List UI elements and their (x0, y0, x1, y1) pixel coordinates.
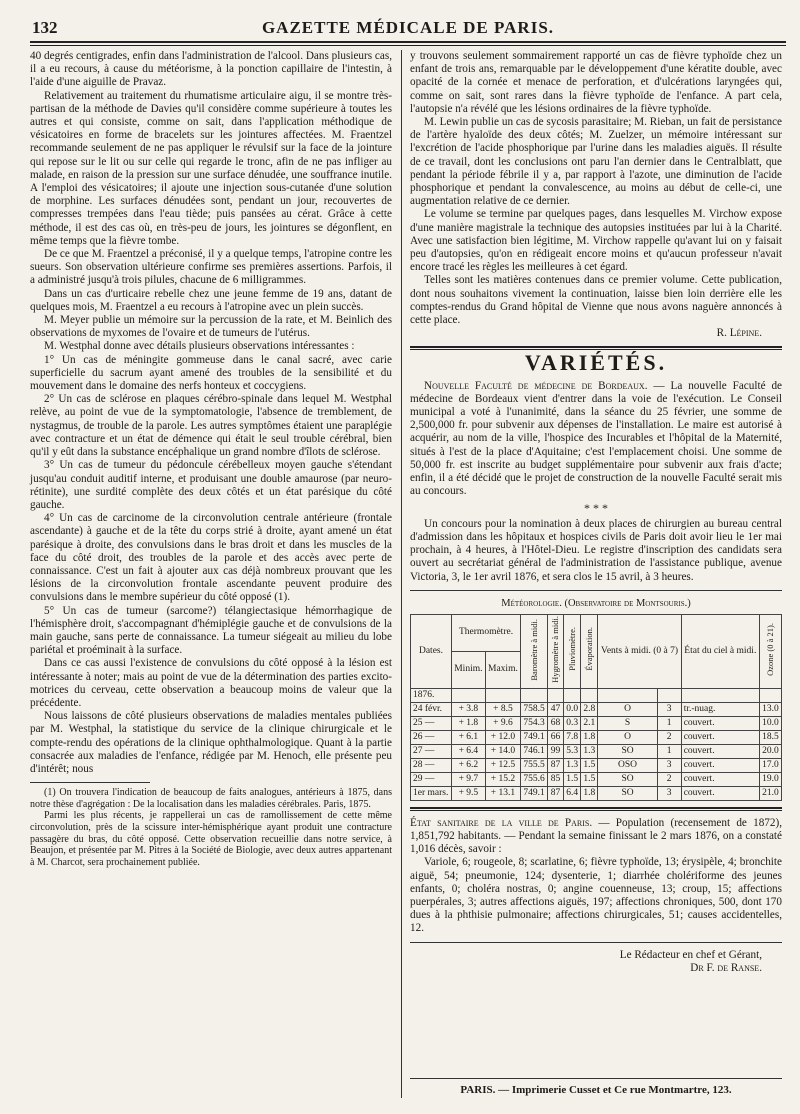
table-cell-vent: S (598, 716, 657, 730)
table-cell-baro: 754.3 (521, 716, 548, 730)
paragraph: 3° Un cas de tumeur du pédoncule cérébelleux moyen gauche s'étendant jusqu'au conduit auditif interne, et produisant une double amaurose (par neuro-rétinite), une surdité complète des deux côtés et un état parésique du côté gauche. (30, 459, 392, 511)
table-cell-vent: SO (598, 772, 657, 786)
table-cell-max: + 15.2 (485, 772, 520, 786)
faculte-heading: Nouvelle Faculté de médecine de Bordeaux. (424, 379, 648, 392)
table-cell-evap: 2.8 (581, 702, 598, 716)
paragraph: Relativement au traitement du rhumatisme articulaire aigu, il se montre très-partisan de la méthode de Davies qu'il considère comme supérieure à toutes les autres et qui consiste, comme on sait, dans l'application méthodique de vésicatoires en forme de bracelets sur les jointures affectées. M. Fraentzel recommande seulement de ne pas appliquer le révulsif sur la face de la jointure qui repose sur le lit ou sur celle qui regarde le tronc, afin de ne pas infliger au malade, en raison de la pression sur une surface dénudée, une souffrance inutile. A l'emploi des vésicatoires; il ajoute une injection sous-cutanée d'une solution de morphine. Les surfaces dénudées sont, pendant un jour, recouvertes de compresses trempées dans l'eau tiède; puis pansées au cérat. Grâce à cette méthode, il est des cas où, en très-peu de jours, les jointures se dégonflent, en même temps que la fièvre tombe. (30, 89, 392, 247)
paragraph: Nous laissons de côté plusieurs observations de maladies mentales publiées par M. Westphal, la statistique du service de la clinique chirurgicale et le compte-rendu des opérations de la clinique ophthalmologique. Quant à la partie consacrée aux maladies de l'enfance, rédigée par M. Henoch, elle présente peu d'intérêt; nous (30, 710, 392, 775)
table-cell-pluvio: 1.5 (564, 772, 581, 786)
table-row (411, 716, 782, 730)
paragraph: De ce que M. Fraentzel a préconisé, il y a quelque temps, l'atropine contre les sueurs. Son observation ultérieure confirme ses premières assertions. Parfois, il a administré jusqu'à trois pilules, chacune de 6 milligrammes. (30, 248, 392, 287)
paragraph: 4° Un cas de carcinome de la circonvolution centrale antérieure (frontale ascendante) à gauche et de la tête du corps strié à droite, ayant amené un état parésique à droite, des convulsions dans le bras droit et dans les muscles de la face du côté droit, des troubles de la parole et des accès avec perte de connaissance. C'est un fait à ajouter aux cas déjà nombreux prouvant que les lésions de la circonvolution frontale ascendante peuvent produire des convulsions dans le membre supérieur du côté opposé (1). (30, 512, 392, 604)
table-cell-max: + 14.0 (485, 744, 520, 758)
footnote-rule (30, 782, 150, 783)
table-cell-ciel: tr.-nuag. (681, 702, 759, 716)
sanitaire-heading: État sanitaire de la ville de Paris. (410, 816, 593, 829)
table-cell-ciel: couvert. (681, 730, 759, 744)
col-maxim: Maxim. (485, 651, 520, 688)
table-cell-ozone: 20.0 (759, 744, 781, 758)
table-cell-evap: 1.3 (581, 744, 598, 758)
table-cell-ozone: 19.0 (759, 772, 781, 786)
table-cell-ozone: 10.0 (759, 716, 781, 730)
paragraph: Telles sont les matières contenues dans ce premier volume. Cette publication, dont nous souhaitons vivement la continuation, laisse bien loin derrière elle les comptes-rendus du Grand hôpital de Vienne que nous avons naguère annoncés à cette place. (410, 274, 782, 327)
table-cell-max: + 12.5 (485, 758, 520, 772)
paragraph: 2° Un cas de sclérose en plaques cérébro-spinale dans lequel M. Westphal relève, au point de vue de la symptomatologie, l'absence de tremblement, de nystagmus, de trouble de la parole. Les autres symptômes étaient une paraplégie avec contracture et un état de démence qui était le seul trouble cérébral, bien qu'il y eût dans la substance encéphalique un grand nombre d'îlots de sclérose. (30, 393, 392, 459)
paragraph: Le volume se termine par quelques pages, dans lesquelles M. Virchow expose d'une manière magistrale la technique des autopsies instituées par lui à la Charité. Avec une satisfaction bien légitime, M. Virchow rappelle qu'avant lui on y faisait peu d'autopsies, qu'on en rédigeait encore moins et qu'aucun professeur n'avait encore tracé les règles les meilleures à cet égard. (410, 208, 782, 274)
redacteur-line: Le Rédacteur en chef et Gérant, (619, 948, 762, 961)
table-cell-hygro: 66 (547, 730, 563, 744)
table-cell-vent: O (598, 730, 657, 744)
table-row (411, 730, 782, 744)
table-cell-baro: 758.5 (521, 702, 548, 716)
table-cell-hygro: 87 (547, 786, 563, 800)
table-cell-force: 3 (657, 786, 681, 800)
table-cell-ozone: 17.0 (759, 758, 781, 772)
table-cell-pluvio: 0.0 (564, 702, 581, 716)
imprint: PARIS. — Imprimerie Cusset et Ce rue Montmartre, 123. (460, 1084, 732, 1096)
section-rule (410, 942, 782, 943)
concours-text: Un concours pour la nomination à deux places de chirurgien au bureau central d'admission dans les hôpitaux et hospices civils de Paris doit avoir lieu le 1er mai prochain, à 4 heures, à l'Hôtel-Dieu. Le registre d'inscription des candidats sera ouvert au secrétariat général de l'administration de l'assistance publique, avenue Victoria, 3, le 1er avril 1876, et sera clos le 15 avril, à 3 heures. (410, 517, 782, 583)
paragraph: 40 degrés centigrades, enfin dans l'administration de l'alcool. Dans plusieurs cas, il a eu recours, à cause du météorisme, à la ponction capillaire de l'intestin, à l'aide d'une aiguille de Pravaz. (30, 50, 392, 89)
page-number: 132 (32, 18, 58, 37)
table-cell-evap: 1.8 (581, 730, 598, 744)
table-cell-hygro: 85 (547, 772, 563, 786)
right-column (410, 50, 782, 975)
table-cell-hygro: 87 (547, 758, 563, 772)
imprint-rule (410, 1078, 782, 1079)
table-cell-evap: 2.1 (581, 716, 598, 730)
table-cell-pluvio: 7.8 (564, 730, 581, 744)
table-cell-min: + 9.5 (451, 786, 485, 800)
section-rule (410, 807, 782, 811)
table-row (411, 758, 782, 772)
year-cell: 1876. (411, 688, 452, 702)
table-cell-date: 29 — (411, 772, 452, 786)
table-cell-min: + 1.8 (451, 716, 485, 730)
table-cell-baro: 749.1 (521, 730, 548, 744)
table-cell-max: + 13.1 (485, 786, 520, 800)
table-cell-evap: 1.5 (581, 772, 598, 786)
sanitaire-text: — Population (recensement de 1872), 1,851,792 habitants. — Pendant la semaine finissant le 2 mars 1876, on a constaté 1,016 décès, savoir : (410, 816, 783, 856)
table-cell-max: + 8.5 (485, 702, 520, 716)
paragraph: M. Lewin publie un cas de sycosis parasitaire; M. Rieban, un fait de persistance de l'artère hyaloïde des deux côtés; M. Zuelzer, un mémoire intéressant sur l'excrétion de l'acide phosphorique par l'urine dans les maladies aiguës. Il résulte de ce travail, dont les conclusions ont paru l'an dernier dans le Centralblatt, que pendant la période fébrile il y a, par rapport à l'azote, une diminution de l'acide phosphorique et pendant la convalescence, au moins au début de celle-ci, une augmentation relative de ce dernier. (410, 116, 782, 208)
column-divider (401, 50, 402, 1098)
table-cell-hygro: 99 (547, 744, 563, 758)
table-cell-pluvio: 1.3 (564, 758, 581, 772)
table-cell-force: 2 (657, 730, 681, 744)
table-cell-baro: 755.6 (521, 772, 548, 786)
table-cell-min: + 6.2 (451, 758, 485, 772)
meteo-title: Météorologie. (Observatoire de Montsouris.) (501, 597, 691, 609)
author-signature: R. Lépine. (716, 327, 762, 340)
table-cell-min: + 9.7 (451, 772, 485, 786)
table-cell-date: 28 — (411, 758, 452, 772)
col-barometre: Baromètre à midi. (528, 618, 539, 681)
table-cell-force: 3 (657, 702, 681, 716)
table-cell-ozone: 18.5 (759, 730, 781, 744)
col-vents: Vents à midi. (0 à 7) (598, 614, 681, 688)
left-column (30, 50, 392, 868)
table-cell-baro: 755.5 (521, 758, 548, 772)
col-ozone: Ozone (0 à 21). (764, 622, 775, 676)
table-cell-ozone: 13.0 (759, 702, 781, 716)
redacteur-name: Dr F. de Ranse. (690, 961, 762, 974)
table-cell-ciel: couvert. (681, 758, 759, 772)
col-dates: Dates. (411, 614, 452, 688)
table-cell-min: + 3.8 (451, 702, 485, 716)
table-cell-evap: 1.5 (581, 758, 598, 772)
table-cell-force: 1 (657, 716, 681, 730)
table-row (411, 772, 782, 786)
table-row (411, 702, 782, 716)
table-cell-max: + 12.0 (485, 730, 520, 744)
table-cell-force: 2 (657, 772, 681, 786)
table-cell-ciel: couvert. (681, 744, 759, 758)
col-minim: Minim. (451, 651, 485, 688)
paragraph: M. Westphal donne avec détails plusieurs observations intéressantes : (44, 340, 355, 353)
section-title: VARIÉTÉS. (524, 350, 668, 376)
table-cell-max: + 9.6 (485, 716, 520, 730)
table-cell-force: 3 (657, 758, 681, 772)
table-cell-force: 1 (657, 744, 681, 758)
table-cell-hygro: 47 (547, 702, 563, 716)
paragraph: y trouvons seulement sommairement rapporté un cas de fièvre typhoïde chez un enfant de trois ans, remarquable par le développement d'une kératite double, avec opacité de la cornée et menace de perforation, et d'ulcérations laryngées qui, comme on sait, sont rares dans la fièvre typhoïde de l'enfance. A part cela, l'autopsie n'a révélé que les lésions ordinaires de la fièvre typhoïde. (410, 50, 782, 115)
table-cell-date: 1er mars. (411, 786, 452, 800)
table-cell-vent: OSO (598, 758, 657, 772)
paragraph: Dans un cas d'urticaire rebelle chez une jeune femme de 19 ans, datant de quelques mois, M. Fraentzel a eu recours à l'atropine avec un plein succès. (30, 287, 392, 313)
section-rule (410, 590, 782, 591)
meteo-table (410, 614, 782, 801)
table-row (411, 786, 782, 800)
sanitaire-list: Variole, 6; rougeole, 8; scarlatine, 6; fièvre typhoïde, 13; érysipèle, 4; bronchite aiguë, 54; pneumonie, 124; dysenterie, 1; diarrhée cholériforme des jeunes enfants, 0; choléra nostras, 0; angine couenneuse, 13; croup, 15; affections puerpérales, 3; autres affections aiguës, 197; affections chroniques, 500, dont 170 dues à la phthisie pulmonaire; affections chirurgicales, 51; causes accidentelles, 12. (410, 856, 782, 935)
table-cell-ciel: couvert. (681, 716, 759, 730)
table-cell-min: + 6.1 (451, 730, 485, 744)
table-cell-evap: 1.8 (581, 786, 598, 800)
table-cell-min: + 6.4 (451, 744, 485, 758)
table-cell-baro: 746.1 (521, 744, 548, 758)
table-cell-vent: O (598, 702, 657, 716)
paragraph: 5° Un cas de tumeur (sarcome?) télangiectasique hémorrhagique de l'hémisphère droit, s'accompagnant d'hémiplégie gauche et de convulsions de la main gauche, sans perte de connaissance. La tumeur siégeait au milieu du lobe pariétal et proéminait à la surface. (30, 604, 392, 657)
table-cell-pluvio: 0.3 (564, 716, 581, 730)
table-cell-date: 25 — (411, 716, 452, 730)
table-cell-hygro: 68 (547, 716, 563, 730)
table-cell-ciel: couvert. (681, 786, 759, 800)
col-hygrometre: Hygromètre à midi. (550, 615, 561, 683)
table-cell-pluvio: 6.4 (564, 786, 581, 800)
col-etat-ciel: État du ciel à midi. (681, 614, 759, 688)
table-cell-vent: SO (598, 786, 657, 800)
col-thermometre: Thermomètre. (451, 614, 520, 651)
table-cell-pluvio: 5.3 (564, 744, 581, 758)
table-cell-ciel: couvert. (681, 772, 759, 786)
paragraph: M. Meyer publie un mémoire sur la percussion de la rate, et M. Beinlich des observations de myxomes de l'ovaire et de tumeurs de l'utérus. (30, 314, 392, 340)
footnote: (1) On trouvera l'indication de beaucoup de faits analogues, antérieurs à 1875, dans notre thèse d'agrégation : De la localisation dans les maladies cérébrales. Paris, 1875. (30, 787, 392, 810)
page-header (30, 14, 786, 40)
faculte-text: — La nouvelle Faculté de médecine de Bordeaux vient d'entrer dans la voie de l'exécution. Le Conseil municipal a voté à l'unanimité, dans la séance du 25 février, une somme de 2,500,000 fr. pour subvenir aux dépenses de l'installation. Le maire est autorisé à acquérir, au nom de la ville, l'hospice des Incurables et l'hôpital de la Maternité, situés à l'est de la place d'Aquitaine; c'est l'emplacement choisi. Une somme de 50,000 fr. est inscrite au budget supplémentaire pour subvenir aux frais d'acte; enfin, il a été décidé que le projet de construction de la nouvelle Faculté serait mis au concours. (410, 379, 783, 498)
col-pluviometre: Pluviomètre. (566, 627, 577, 672)
table-cell-ozone: 21.0 (759, 786, 781, 800)
col-evaporation: Évaporation. (583, 627, 594, 672)
separator-stars: * * * (584, 500, 608, 515)
table-cell-date: 27 — (411, 744, 452, 758)
table-cell-date: 26 — (411, 730, 452, 744)
table-row (411, 744, 782, 758)
footnote: Parmi les plus récents, je rappellerai un cas de ramollissement de cette même circonvolution, près de la scissure inter-hémisphérique ayant produit une contracture passagère du bras, du côté opposé. Cette observation recueillie dans notre service, à Beaujon, et présentée par M. Pitres à la Société de Biologie, avec deux autres appartenant à M. Charcot, sera prochainement publiée. (30, 810, 392, 868)
paragraph: Dans ce cas aussi l'existence de convulsions du côté opposé à la lésion est intéressante à noter; mais au point de vue de la détermination des parties excito-motrices du cerveau, cette observation a beaucoup moins de valeur que la précédente. (30, 657, 392, 709)
journal-title: GAZETTE MÉDICALE DE PARIS. (261, 18, 555, 37)
table-cell-vent: SO (598, 744, 657, 758)
table-cell-date: 24 févr. (411, 702, 452, 716)
paragraph: 1° Un cas de méningite gommeuse dans le canal sacré, avec carie superficielle du sacrum ayant amené des troubles de la sensibilité et du mouvement dans le domaine des nerfs honteux et coccygiens. (30, 353, 392, 393)
header-rule (30, 41, 786, 46)
table-cell-baro: 749.1 (521, 786, 548, 800)
